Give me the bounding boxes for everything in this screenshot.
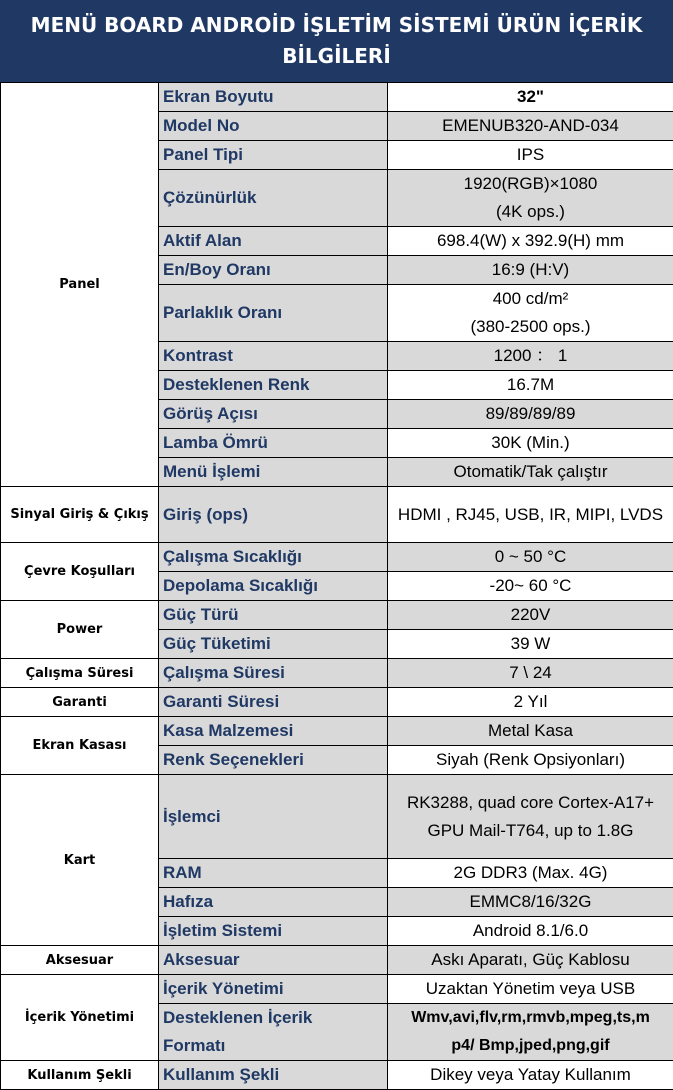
table-row	[1, 946, 673, 975]
row-label: Panel Tipi	[159, 141, 388, 170]
table-row	[1, 717, 673, 746]
row-label: Kontrast	[159, 342, 388, 371]
row-label: Aksesuar	[159, 946, 388, 975]
row-label: Güç Tüketimi	[159, 630, 388, 659]
row-value: EMMC8/16/32G	[388, 888, 673, 917]
row-value: 1200 ： 1	[388, 342, 673, 371]
row-label: Ekran Boyutu	[159, 83, 388, 112]
group-board: Kart	[1, 775, 159, 946]
spec-table	[0, 82, 673, 1090]
row-value: 2G DDR3 (Max. 4G)	[388, 859, 673, 888]
table-row	[1, 659, 673, 688]
row-value	[388, 1004, 673, 1061]
row-value	[388, 775, 673, 859]
row-label: Model No	[159, 112, 388, 141]
row-value: Askı Aparatı, Güç Kablosu	[388, 946, 673, 975]
row-value: -20~ 60 °C	[388, 572, 673, 601]
row-label: Parlaklık Oranı	[159, 285, 388, 342]
row-label: Çalışma Süresi	[159, 659, 388, 688]
row-label: İşletim Sistemi	[159, 917, 388, 946]
row-label: İşlemci	[159, 775, 388, 859]
row-label: Kullanım Şekli	[159, 1061, 388, 1090]
table-row	[1, 543, 673, 572]
group-panel: Panel	[1, 83, 159, 487]
row-label: Aktif Alan	[159, 227, 388, 256]
row-label: Giriş (ops)	[159, 487, 388, 543]
row-value: 698.4(W) x 392.9(H) mm	[388, 227, 673, 256]
row-value: 30K (Min.)	[388, 429, 673, 458]
table-row	[1, 775, 673, 859]
row-value-line: GPU Mail-T764, up to 1.8G	[388, 817, 673, 845]
row-label: Güç Türü	[159, 601, 388, 630]
row-value: 89/89/89/89	[388, 400, 673, 429]
group-usage: Kullanım Şekli	[1, 1061, 159, 1090]
row-label: Menü İşlemi	[159, 458, 388, 487]
group-env: Çevre Koşulları	[1, 543, 159, 601]
page-title-text: MENÜ BOARD ANDROİD İŞLETİM SİSTEMİ ÜRÜN İÇERİK BİLGİLERİ	[20, 10, 653, 72]
row-value: 220V	[388, 601, 673, 630]
row-value: Android 8.1/6.0	[388, 917, 673, 946]
row-label: Lamba Ömrü	[159, 429, 388, 458]
row-label-line: Formatı	[163, 1032, 387, 1060]
table-row	[1, 688, 673, 717]
row-value: Metal Kasa	[388, 717, 673, 746]
row-value: Siyah (Renk Opsiyonları)	[388, 746, 673, 775]
row-value-line: (4K ops.)	[388, 198, 673, 226]
row-value	[388, 285, 673, 342]
row-value: Otomatik/Tak çalıştır	[388, 458, 673, 487]
row-value	[388, 170, 673, 227]
table-row	[1, 975, 673, 1004]
group-accessory: Aksesuar	[1, 946, 159, 975]
table-row	[1, 487, 673, 543]
row-label: RAM	[159, 859, 388, 888]
group-signal: Sinyal Giriş & Çıkış	[1, 487, 159, 543]
row-value: 32"	[388, 83, 673, 112]
row-value: EMENUB320-AND-034	[388, 112, 673, 141]
row-value: Uzaktan Yönetim veya USB	[388, 975, 673, 1004]
row-label: Hafıza	[159, 888, 388, 917]
row-value: 0 ~ 50 °C	[388, 543, 673, 572]
row-label: İçerik Yönetimi	[159, 975, 388, 1004]
row-label: Garanti Süresi	[159, 688, 388, 717]
row-value-line: p4/ Bmp,jped,png,gif	[388, 1032, 673, 1060]
row-label: Çalışma Sıcaklığı	[159, 543, 388, 572]
row-value-line: (380-2500 ops.)	[388, 313, 673, 341]
group-case: Ekran Kasası	[1, 717, 159, 775]
row-value: 39 W	[388, 630, 673, 659]
row-label: Renk Seçenekleri	[159, 746, 388, 775]
row-value-line: Wmv,avi,flv,rm,rmvb,mpeg,ts,m	[388, 1004, 673, 1032]
row-value-line: RK3288, quad core Cortex-A17+	[388, 789, 673, 817]
row-value: HDMI , RJ45, USB, IR, MIPI, LVDS	[388, 487, 673, 543]
row-value: Dikey veya Yatay Kullanım	[388, 1061, 673, 1090]
row-value: 16.7M	[388, 371, 673, 400]
group-power: Power	[1, 601, 159, 659]
row-label: Kasa Malzemesi	[159, 717, 388, 746]
row-label: Görüş Açısı	[159, 400, 388, 429]
row-value: 16:9 (H:V)	[388, 256, 673, 285]
row-label: Çözünürlük	[159, 170, 388, 227]
row-value: 7 \ 24	[388, 659, 673, 688]
row-value-line: 1920(RGB)×1080	[388, 170, 673, 198]
group-content: İçerik Yönetimi	[1, 975, 159, 1061]
row-label: Depolama Sıcaklığı	[159, 572, 388, 601]
row-value: 2 Yıl	[388, 688, 673, 717]
table-row	[1, 1061, 673, 1090]
group-warranty: Garanti	[1, 688, 159, 717]
row-label-line: Desteklenen İçerik	[163, 1004, 387, 1032]
row-value: IPS	[388, 141, 673, 170]
row-label	[159, 1004, 388, 1061]
row-label: En/Boy Oranı	[159, 256, 388, 285]
table-row	[1, 83, 673, 112]
row-label: Desteklenen Renk	[159, 371, 388, 400]
row-value-line: 400 cd/m²	[388, 285, 673, 313]
page-title	[0, 0, 673, 82]
table-row	[1, 601, 673, 630]
group-runtime: Çalışma Süresi	[1, 659, 159, 688]
